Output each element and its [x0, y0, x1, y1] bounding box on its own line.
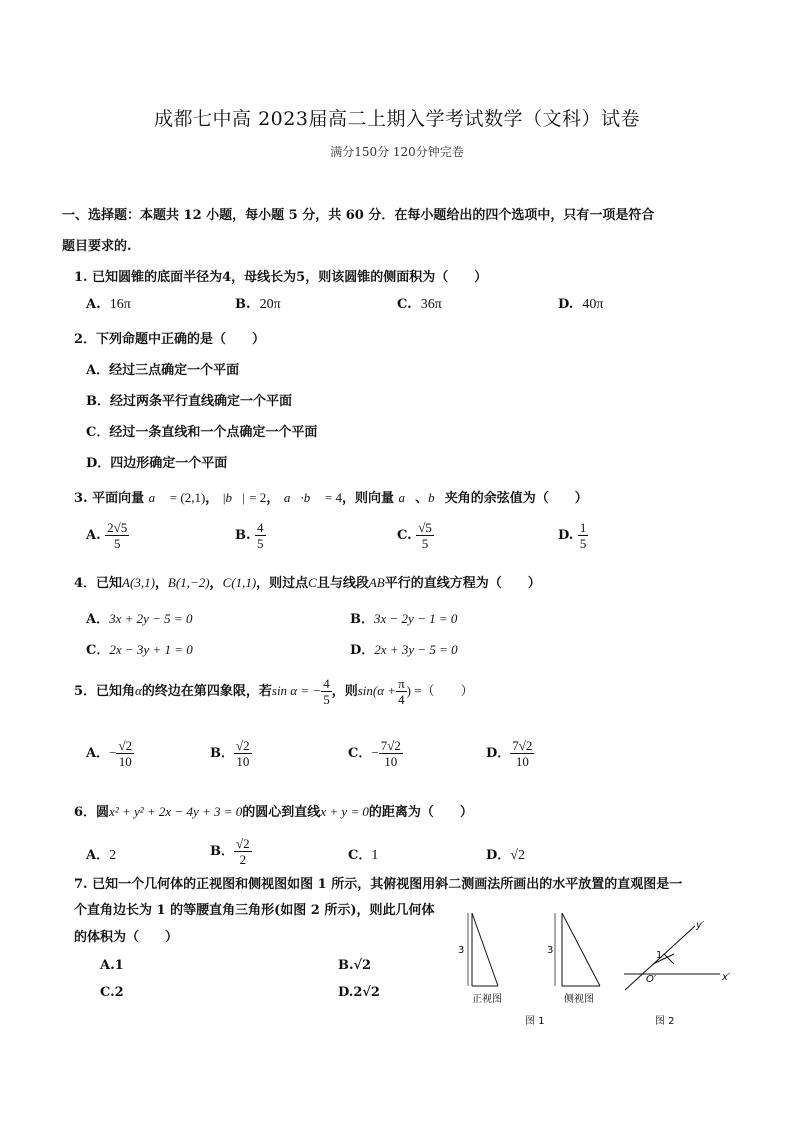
side-view-height: 3: [547, 945, 554, 956]
front-view-label: 正视图: [472, 994, 502, 1005]
q1-option-b: B. 20π: [235, 297, 281, 312]
section-heading-line1: 一、选择题：本题共 12 小题，每小题 5 分，共 60 分．在每小题给出的四个选项中，只有一项是符合: [62, 208, 655, 223]
q6-option-a: A．2: [86, 848, 117, 863]
side-view-drawing: [555, 913, 600, 986]
q7-figures: [450, 908, 740, 1028]
q6-stem: 6．圆x² + y² + 2x − 4y + 3 = 0的圆心到直线x + y = 0的距离为（ ）: [74, 804, 473, 820]
q2-option-b: B．经过两条平行直线确定一个平面: [86, 394, 292, 409]
x-axis-label: x′: [722, 972, 731, 983]
q4-option-a: A．3x + 2y − 5 = 0: [86, 611, 193, 627]
q3-option-d: D. $\frac{1}{5}$: [558, 520, 587, 551]
q3-stem: 3. 平面向量 a⃗ = (2,1)， |b⃗| = 2， a⃗·b⃗ = 4，则向量 a⃗、b⃗夹角的余弦值为（ ）: [74, 490, 588, 506]
q5-option-a: A．− $\frac{√2}{10}$: [86, 738, 133, 769]
q6-option-c: C．1: [348, 848, 379, 863]
q4-option-d: D．2x + 3y − 5 = 0: [350, 642, 458, 658]
section-heading-line2: 题目要求的.: [62, 239, 132, 254]
q4-option-b: B．3x − 2y − 1 = 0: [350, 611, 458, 627]
q6-option-d: D．√2: [486, 848, 525, 863]
origin-label: O′: [646, 974, 657, 985]
y-axis-label: y′: [696, 920, 705, 931]
q5-stem: 5．已知角α的终边在第四象限，若sin α = − $\frac{4}{5}$ ，则sin(α + $\frac{\pi}{4}$ ) =（ ）: [74, 676, 474, 707]
q2-option-c: C．经过一条直线和一个点确定一个平面: [86, 425, 318, 440]
q1-option-c: C. 36π: [397, 297, 442, 312]
q3-option-c: C. $\frac{√5}{5}$: [397, 520, 432, 551]
q7-stem-line1: 7. 已知一个几何体的正视图和侧视图如图 1 所示，其俯视图用斜二测画法所画出的水平放置的直观图是一: [74, 877, 683, 892]
q6-option-b: B． $\frac{√2}{2}$: [210, 836, 250, 867]
q3-option-a: A. $\frac{2√5}{5}$: [86, 520, 128, 551]
q2-option-a: A．经过三点确定一个平面: [86, 363, 240, 378]
q4-stem: 4．已知A(3,1)，B(1,−2)，C(1,1)，则过点C且与线段AB平行的直线方程为（ ）: [74, 575, 541, 591]
q7-option-c: C.2: [100, 985, 124, 1000]
q7-stem-line2: 个直角边长为 1 的等腰直角三角形(如图 2 所示)，则此几何体: [74, 903, 435, 918]
oblique-axes-drawing: [624, 926, 720, 990]
q5-option-c: C．− $\frac{7√2}{10}$: [348, 738, 401, 769]
q4-option-c: C．2x − 3y + 1 = 0: [86, 642, 193, 658]
q1-option-a: A. 16π: [86, 297, 131, 312]
q1-option-d: D. 40π: [558, 297, 604, 312]
figure-2-caption: 图 2: [655, 1016, 675, 1027]
q7-option-d: D.2√2: [338, 985, 380, 1000]
q1-stem: 1. 已知圆锥的底面半径为4，母线长为5，则该圆锥的侧面积为（ ）: [74, 270, 488, 285]
unit-length-label: 1: [656, 950, 663, 961]
q7-option-a: A.1: [100, 958, 124, 973]
page-title: 成都七中高 2023届高二上期入学考试数学（文科）试卷: [154, 108, 640, 130]
q2-option-d: D．四边形确定一个平面: [86, 456, 228, 471]
q3-option-b: B. $\frac{4}{5}$: [235, 520, 264, 551]
q5-option-b: B． $\frac{√2}{10}$: [210, 738, 250, 769]
q2-stem: 2．下列命题中正确的是（ ）: [74, 332, 266, 347]
q5-option-d: D． $\frac{7√2}{10}$: [486, 738, 533, 769]
front-view-height: 3: [458, 945, 465, 956]
figure-1-caption: 图 1: [525, 1016, 545, 1027]
q7-stem-line3: 的体积为（ ）: [74, 930, 179, 945]
side-view-label: 侧视图: [564, 994, 594, 1005]
front-view-drawing: [468, 913, 498, 986]
page-subtitle: 满分150分 120分钟完卷: [330, 145, 464, 159]
q7-option-b: B.√2: [338, 958, 372, 973]
